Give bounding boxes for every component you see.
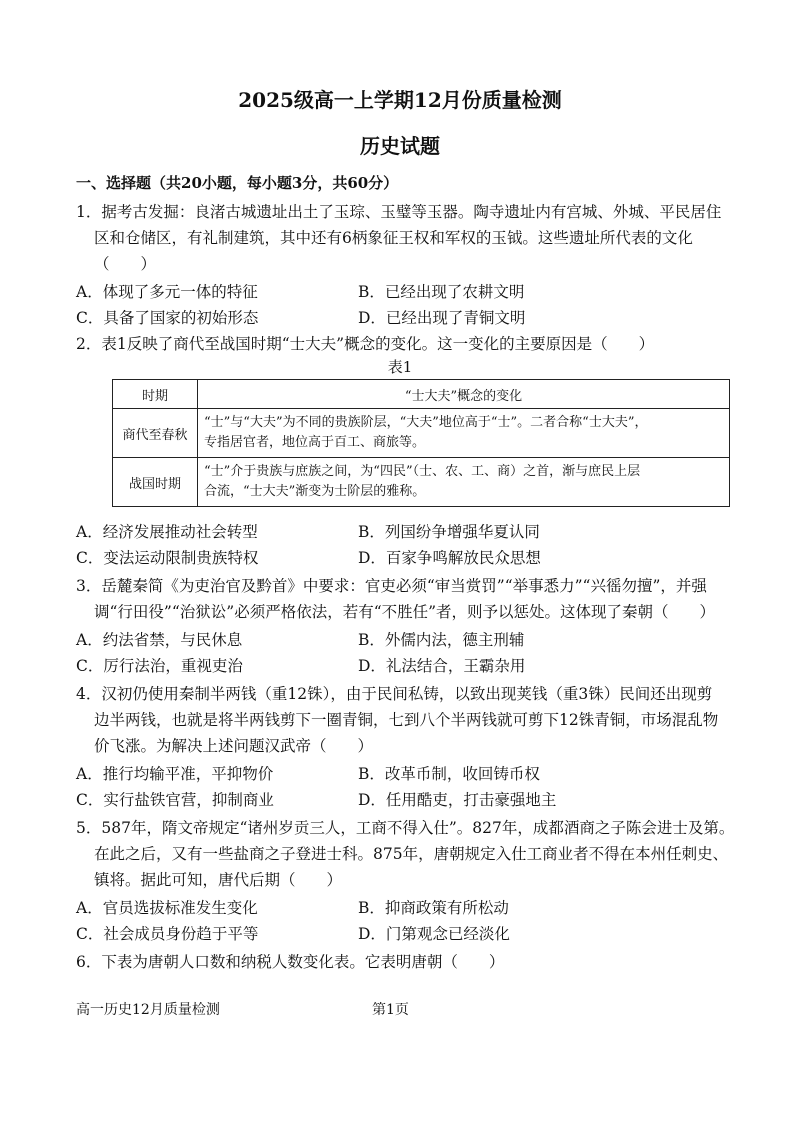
question-2-option-b: B．列国纷争增强华夏认同 (358, 523, 540, 541)
footer-exam-name: 高一历史12月质量检测 (76, 1002, 220, 1018)
exam-title: 2025级高一上学期12月份质量检测 (238, 88, 562, 112)
question-2-option-a: A．经济发展推动社会转型 (76, 523, 258, 541)
question-3-option-c: C．厉行法治，重视吏治 (76, 657, 243, 675)
question-4-option-c: C．实行盐铁官营，抑制商业 (76, 791, 274, 809)
question-3-line-2: 调“行田役”“治狱讼”必须严格依法，若有“不胜任”者，则予以惩处。这体现了秦朝（ ） (94, 603, 716, 621)
table-caption: 表1 (387, 358, 413, 376)
question-5-option-a: A．官员选拔标准发生变化 (76, 899, 258, 917)
question-1-option-d: D．已经出现了青铜文明 (358, 309, 526, 327)
question-3-line-1: 3．岳麓秦简《为吏治官及黔首》中要求：官吏必须“审当赏罚”“举事悉力”“兴徭勿擅”，并强 (76, 577, 707, 595)
question-2-option-d: D．百家争鸣解放民众思想 (358, 549, 541, 567)
table-cell-period: 商代至春秋 (113, 409, 198, 458)
question-5-line-3: 镇将。据此可知，唐代后期（ ） (94, 871, 343, 889)
question-1-line-1: 1．据考古发掘：良渚古城遗址出土了玉琮、玉璧等玉器。陶寺遗址内有宫城、外城、平民居住 (76, 203, 722, 221)
table-header-period: 时期 (113, 380, 198, 409)
question-3-option-d: D．礼法结合，王霸杂用 (358, 657, 526, 675)
question-5-line-1: 5．587年，隋文帝规定“诸州岁贡三人，工商不得入仕”。827年，成都酒商之子陈会进士及第。 (76, 819, 735, 837)
question-2-option-c: C．变法运动限制贵族特权 (76, 549, 259, 567)
table-cell-concept (198, 409, 730, 458)
table-cell-line: “士”与“大夫”为不同的贵族阶层，“大夫”地位高于“士”。二者合称“士大夫”， (204, 415, 648, 430)
table-cell-period: 战国时期 (113, 458, 198, 507)
question-4-option-a: A．推行均输平准，平抑物价 (76, 765, 274, 783)
concept-table (112, 379, 730, 507)
question-4-line-1: 4．汉初仍使用秦制半两钱（重12铢），由于民间私铸，以致出现荚钱（重3铢）民间还出现剪 (76, 685, 713, 703)
table-row (113, 409, 730, 458)
table-cell-concept (198, 458, 730, 507)
table-cell-line: 合流，“士大夫”渐变为士阶层的雅称。 (204, 484, 426, 499)
table-header-concept: “士大夫”概念的变化 (198, 380, 730, 409)
question-4-line-3: 价飞涨。为解决上述问题汉武帝（ ） (94, 737, 374, 755)
question-1-line-3: （ ） (94, 255, 157, 273)
question-1-option-a: A．体现了多元一体的特征 (76, 283, 258, 301)
question-2-line-1: 2．表1反映了商代至战国时期“士大夫”概念的变化。这一变化的主要原因是（ ） (76, 335, 655, 353)
question-1-option-b: B．已经出现了农耕文明 (358, 283, 525, 301)
table-cell-line: 专指居官者，地位高于百工、商旅等。 (204, 435, 426, 450)
question-1-option-c: C．具备了国家的初始形态 (76, 309, 259, 327)
table-cell-line: “士”介于贵族与庶族之间，为“四民”（士、农、工、商）之首，渐与庶民上层 (204, 464, 641, 479)
question-3-option-a: A．约法省禁，与民休息 (76, 631, 243, 649)
question-3-option-b: B．外儒内法，德主刑辅 (358, 631, 525, 649)
question-5-option-d: D．门第观念已经淡化 (358, 925, 510, 943)
table-row (113, 458, 730, 507)
question-4-option-b: B．改革币制，收回铸币权 (358, 765, 540, 783)
question-5-line-2: 在此之后，又有一些盐商之子登进士科。875年，唐朝规定入仕工商业者不得在本州任刺史、 (94, 845, 729, 863)
exam-subject: 历史试题 (360, 134, 440, 158)
question-5-option-c: C．社会成员身份趋于平等 (76, 925, 259, 943)
table-header-row (113, 380, 730, 409)
question-1-line-2: 区和仓储区，有礼制建筑，其中还有6柄象征王权和军权的玉钺。这些遗址所代表的文化 (94, 229, 693, 247)
question-4-line-2: 边半两钱，也就是将半两钱剪下一圈青铜，七到八个半两钱就可剪下12铢青铜，市场混乱物 (94, 711, 719, 729)
footer-page-number: 第1页 (372, 1002, 409, 1018)
question-5-option-b: B．抑商政策有所松动 (358, 899, 509, 917)
question-6-line-1: 6．下表为唐朝人口数和纳税人数变化表。它表明唐朝（ ） (76, 953, 505, 971)
question-4-option-d: D．任用酷吏，打击豪强地主 (358, 791, 557, 809)
section-heading: 一、选择题（共20小题，每小题3分，共60分） (76, 174, 399, 192)
